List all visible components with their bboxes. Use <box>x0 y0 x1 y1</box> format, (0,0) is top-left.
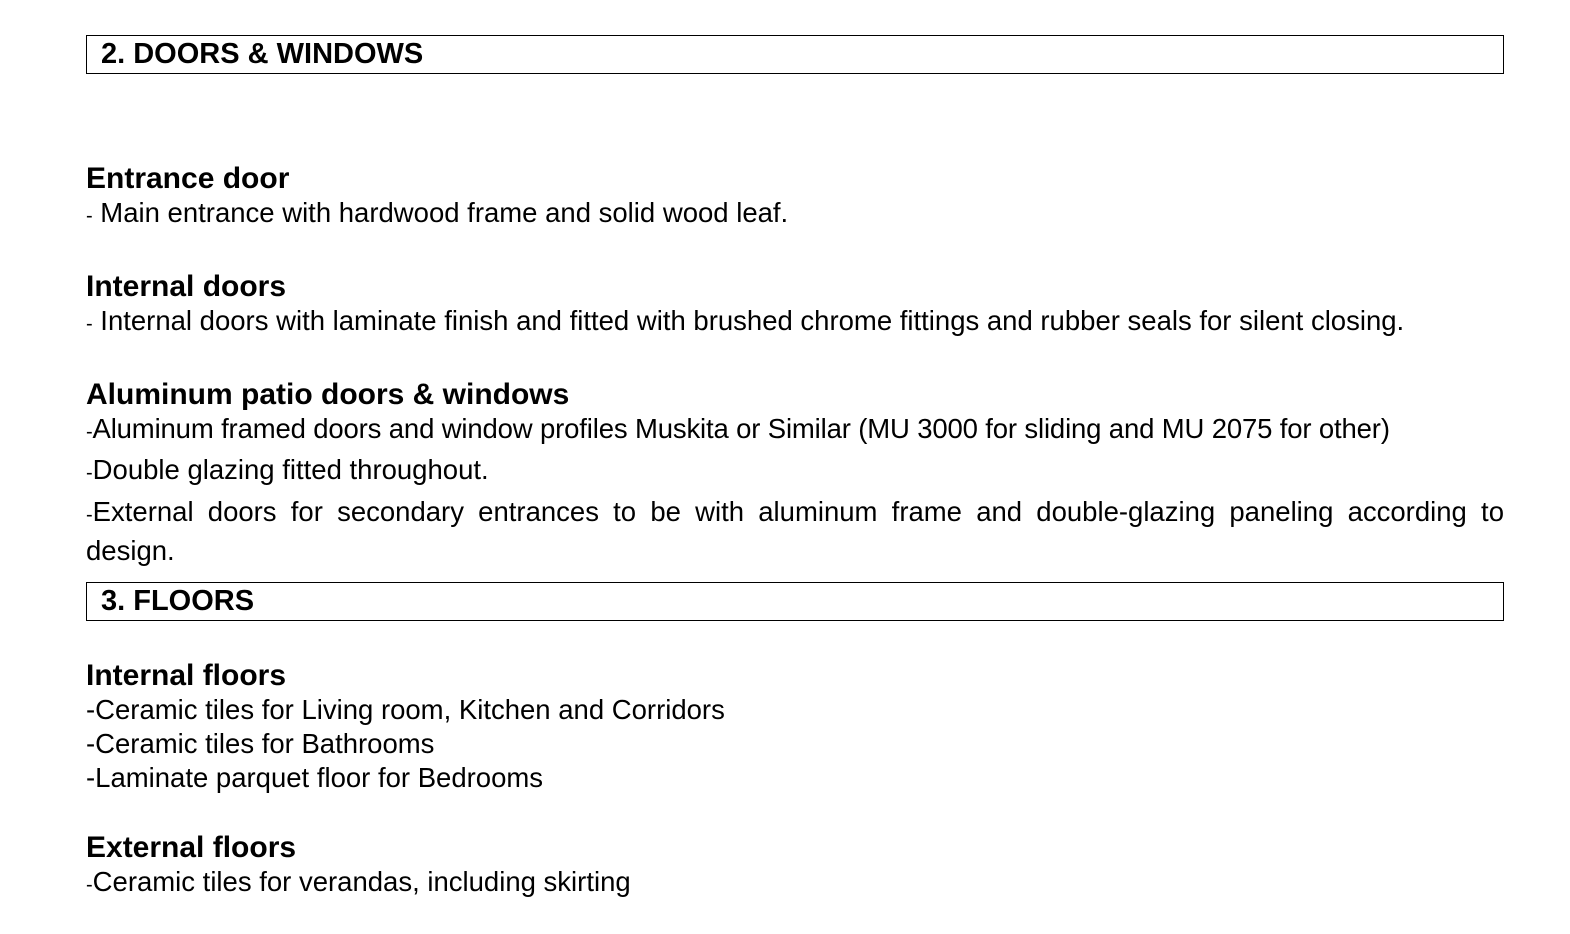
bullet-dash: - <box>86 504 93 526</box>
heading-aluminum-patio: Aluminum patio doors & windows <box>86 378 570 411</box>
list-item-text: Aluminum framed doors and window profiles Muskita or Similar (MU 3000 for sliding and MU 2075 for other) <box>92 413 1390 444</box>
list-item-text: Double glazing fitted throughout. <box>92 454 489 485</box>
list-item-text: -Laminate parquet floor for Bedrooms <box>86 762 544 793</box>
list-item <box>86 494 1504 568</box>
list-item <box>86 761 1504 795</box>
heading-internal-doors: Internal doors <box>86 270 287 303</box>
list-item-text: -Ceramic tiles for Living room, Kitchen and Corridors <box>86 694 725 725</box>
list-item <box>86 865 1504 902</box>
heading-external-floors: External floors <box>86 831 297 864</box>
list-item <box>86 304 1504 341</box>
list-item-text: Main entrance with hardwood frame and solid wood leaf. <box>92 197 789 228</box>
heading-internal-floors: Internal floors <box>86 659 287 692</box>
list-item <box>86 727 1504 761</box>
document-page <box>86 35 1504 902</box>
bullet-dash: - <box>86 462 93 484</box>
list-item-text: Ceramic tiles for verandas, including skirting <box>92 866 631 897</box>
heading-entrance-door: Entrance door <box>86 162 290 195</box>
bullet-dash: - <box>86 205 93 227</box>
list-item <box>86 412 1504 449</box>
list-item-text: -Ceramic tiles for Bathrooms <box>86 728 435 759</box>
list-item-text: External doors for secondary entrances to be with aluminum frame and double-glazing paneling according to design. <box>86 496 1504 566</box>
bullet-dash: - <box>86 421 93 443</box>
bullet-dash: - <box>86 874 93 896</box>
section-title-floors: 3. FLOORS <box>86 582 1504 621</box>
list-item <box>86 453 1504 490</box>
list-item-text: Internal doors with laminate finish and fitted with brushed chrome fittings and rubber seals for silent closing. <box>92 305 1405 336</box>
section-title-doors-windows: 2. DOORS & WINDOWS <box>86 35 1504 74</box>
bullet-dash: - <box>86 313 93 335</box>
list-item <box>86 693 1504 727</box>
list-item <box>86 196 1504 233</box>
